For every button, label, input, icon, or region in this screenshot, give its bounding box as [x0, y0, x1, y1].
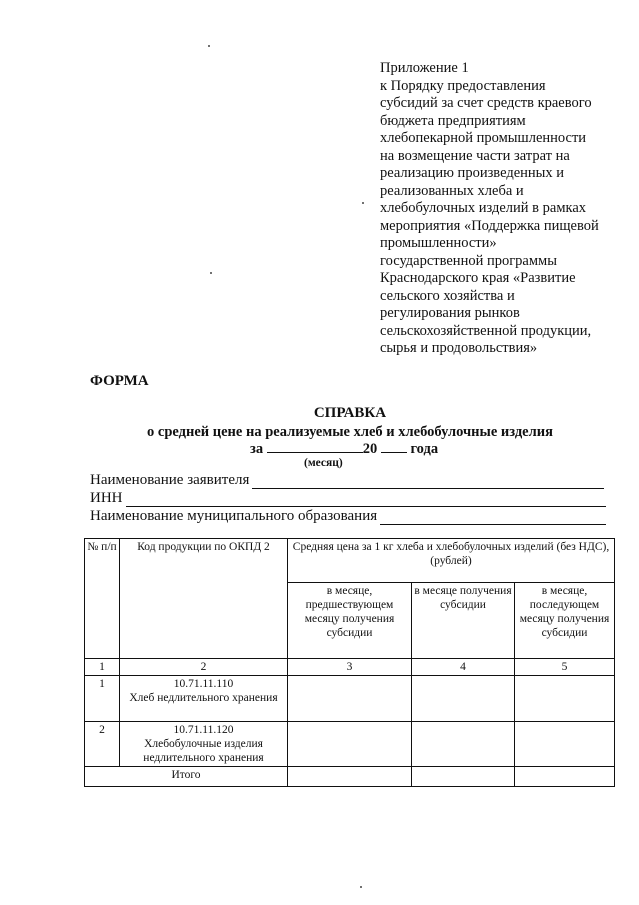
scan-speck — [210, 272, 212, 274]
appendix-line: субсидий за счет средств краевого — [380, 95, 592, 111]
appendix-line: Приложение 1 — [380, 60, 469, 76]
price-cell-next[interactable] — [515, 676, 615, 722]
product-code: 10.71.11.110 — [173, 678, 234, 690]
col-number: 3 — [288, 659, 412, 676]
total-row — [85, 767, 615, 787]
price-table — [84, 538, 615, 787]
form-label: ФОРМА — [90, 373, 149, 389]
applicant-field — [90, 472, 604, 489]
price-cell-prev[interactable] — [288, 676, 412, 722]
scan-speck — [362, 202, 364, 204]
table-header-row — [85, 539, 615, 583]
total-cell-next[interactable] — [515, 767, 615, 787]
header-num: № п/п — [85, 539, 120, 659]
col-number: 4 — [412, 659, 515, 676]
col-number: 1 — [85, 659, 120, 676]
scan-speck — [208, 45, 210, 47]
appendix-line: регулирования рынков — [380, 305, 520, 321]
product-cell — [120, 676, 288, 722]
appendix-line: хлебопекарной промышленности — [380, 130, 587, 146]
year-blank[interactable] — [381, 440, 407, 453]
appendix-line: сельскохозяйственной продукции, — [380, 322, 592, 339]
appendix-line: реализованных хлеба и — [380, 182, 524, 199]
appendix-line: промышленности» — [380, 235, 497, 251]
appendix-line: мероприятия «Поддержка пищевой — [380, 217, 599, 234]
appendix-line: сельского хозяйства и — [380, 287, 515, 304]
appendix-line: государственной программы — [380, 252, 557, 269]
col-number: 5 — [515, 659, 615, 676]
inn-label: ИНН — [90, 490, 123, 506]
row-num: 2 — [85, 722, 120, 767]
col-number: 2 — [120, 659, 288, 676]
product-name: Хлеб недлительного хранения — [129, 692, 278, 704]
appendix-line: сырья и продовольствия» — [380, 340, 538, 356]
appendix-line: Краснодарского края «Развитие — [380, 270, 576, 286]
month-caption: (месяц) — [304, 457, 343, 469]
table-row — [85, 722, 615, 767]
product-name: Хлебобулочные изделия недлительного хранения — [143, 738, 264, 764]
appendix-line: реализацию произведенных и — [380, 165, 565, 181]
total-cell-receipt[interactable] — [412, 767, 515, 787]
appendix-line: бюджета предприятиям — [380, 112, 526, 129]
appendix-line: хлебобулочных изделий в рамках — [380, 200, 587, 216]
applicant-label: Наименование заявителя — [90, 472, 250, 488]
total-label: Итого — [85, 767, 288, 787]
appendix-line: на возмещение части затрат на — [380, 147, 570, 164]
document-subtitle: о средней цене на реализуемые хлеб и хлебобулочные изделия — [147, 424, 553, 440]
table-row — [85, 676, 615, 722]
product-code: 10.71.11.120 — [173, 724, 234, 736]
column-number-row — [85, 659, 615, 676]
appendix-note — [380, 60, 630, 358]
scan-speck — [360, 886, 362, 888]
appendix-line: к Порядку предоставления — [380, 77, 546, 94]
document-title: СПРАВКА — [313, 405, 387, 421]
inn-blank[interactable] — [126, 492, 606, 507]
price-cell-receipt[interactable] — [412, 676, 515, 722]
header-code: Код продукции по ОКПД 2 — [120, 539, 288, 659]
municipality-blank[interactable] — [380, 510, 606, 525]
applicant-blank[interactable] — [252, 474, 604, 489]
price-cell-prev[interactable] — [288, 722, 412, 767]
period-prefix: за — [250, 441, 264, 457]
price-cell-receipt[interactable] — [412, 722, 515, 767]
municipality-field — [90, 508, 606, 525]
header-prev-month: в месяце, предшествующем месяцу получения субсидии — [288, 583, 412, 659]
header-next-month: в месяце, последующем месяцу получения субсидии — [515, 583, 615, 659]
municipality-label: Наименование муниципального образования — [90, 508, 378, 524]
header-receipt-month: в месяце получения субсидии — [412, 583, 515, 659]
header-price-group: Средняя цена за 1 кг хлеба и хлебобулочных изделий (без НДС), (рублей) — [288, 539, 615, 583]
period-suffix: года — [410, 441, 439, 457]
inn-field — [90, 490, 606, 507]
period-year: 20 — [362, 441, 378, 457]
month-blank[interactable] — [267, 440, 363, 453]
total-cell-prev[interactable] — [288, 767, 412, 787]
period-line — [250, 440, 438, 458]
price-cell-next[interactable] — [515, 722, 615, 767]
product-cell — [120, 722, 288, 767]
row-num: 1 — [85, 676, 120, 722]
